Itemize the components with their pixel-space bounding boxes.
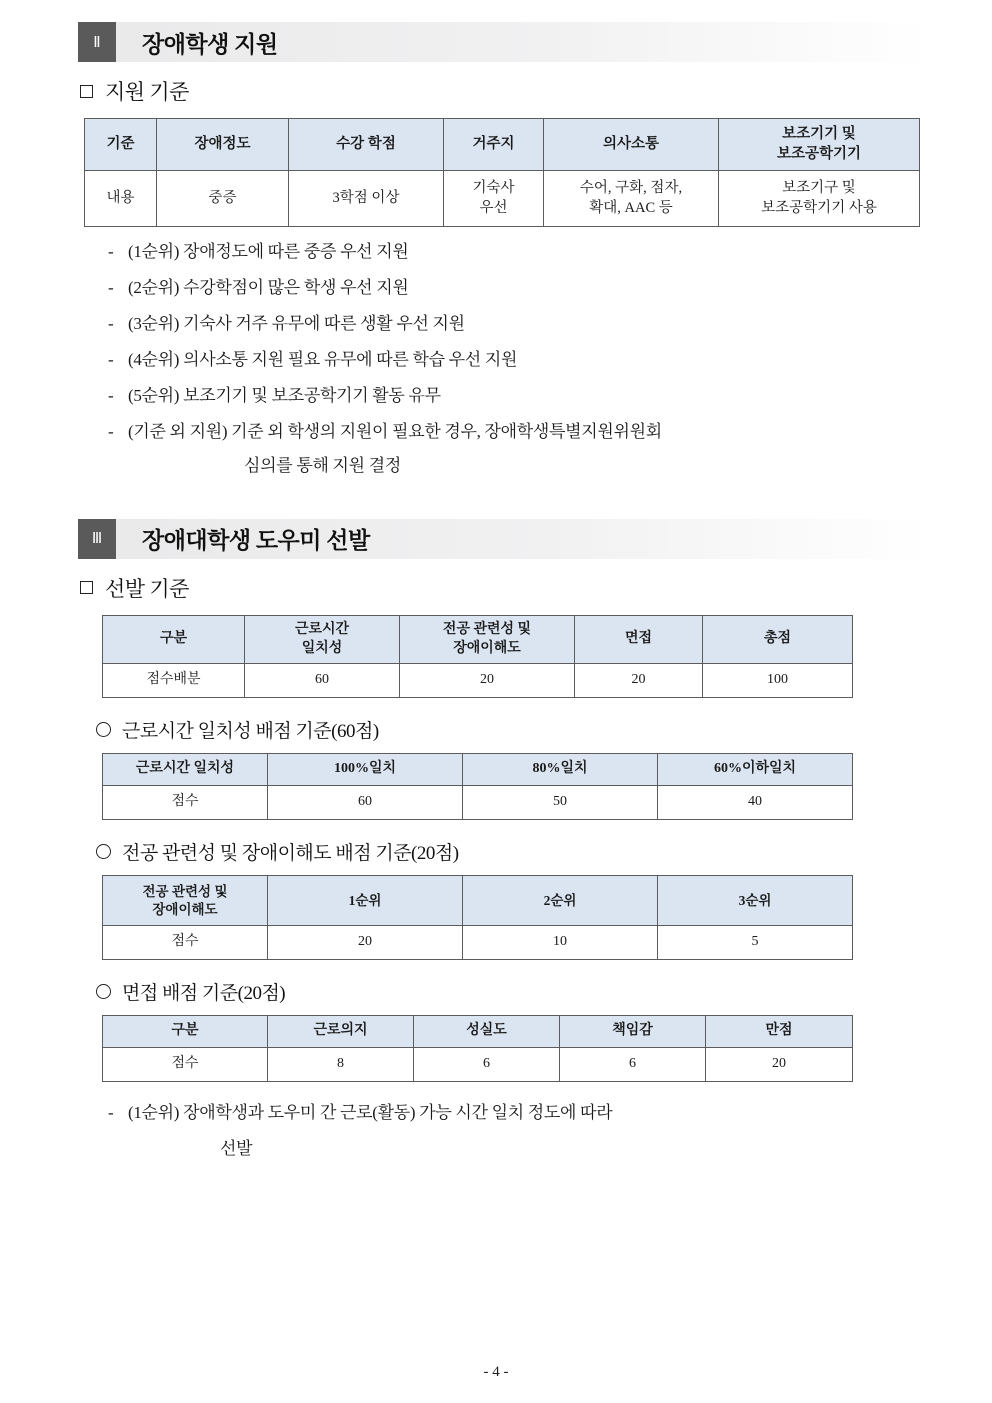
- subheading-label: 지원 기준: [105, 80, 189, 104]
- table-header-cell: 전공 관련성 및 장애이해도: [400, 615, 575, 664]
- table-header-cell: 근로의지: [268, 1016, 414, 1048]
- section-number: Ⅱ: [78, 22, 116, 62]
- table-cell: 50: [463, 786, 658, 820]
- table-cell: 5: [658, 926, 853, 960]
- table-header-cell: 성실도: [414, 1016, 560, 1048]
- circle-bullet-icon: [96, 722, 111, 737]
- square-bullet-icon: [80, 85, 93, 98]
- table-cell: 3학점 이상: [289, 171, 444, 227]
- list-item-text: (5순위) 보조기기 및 보조공학기기 활동 유무: [128, 385, 441, 405]
- heading-label: 전공 관련성 및 장애이해도 배점 기준(20점): [122, 843, 459, 865]
- list-item-continuation: 심의를 통해 지원 결정: [244, 455, 401, 475]
- table-header-cell: 근로시간 일치성: [103, 754, 268, 786]
- heading-label: 근로시간 일치성 배점 기준(60점): [122, 721, 379, 743]
- table-cell: 수어, 구화, 점자, 확대, AAC 등: [544, 171, 719, 227]
- table-row: [103, 786, 853, 820]
- table-header-cell: 근로시간 일치성: [245, 615, 400, 664]
- section-title: 장애학생 지원: [142, 31, 278, 57]
- table-header-cell: 1순위: [268, 876, 463, 926]
- section-number: Ⅲ: [78, 519, 116, 559]
- page-number: - 4 -: [483, 1364, 509, 1380]
- table-cell: 10: [463, 926, 658, 960]
- table-header-cell: 총점: [703, 615, 853, 664]
- table-header-row: [103, 615, 853, 664]
- section-title: 장애대학생 도우미 선발: [142, 528, 370, 554]
- table-header-cell: 장애정도: [157, 119, 289, 171]
- subheading-support-criteria: [78, 76, 932, 106]
- support-notes-list: [108, 241, 932, 476]
- list-item: [108, 1102, 932, 1125]
- support-criteria-table: [84, 118, 920, 227]
- table-header-cell: 보조기기 및 보조공학기기: [719, 119, 920, 171]
- table-cell: 60: [268, 786, 463, 820]
- list-item: [108, 241, 932, 264]
- table-cell: 6: [414, 1048, 560, 1082]
- table-cell: 20: [706, 1048, 853, 1082]
- work-time-score-table: [102, 753, 853, 820]
- table-header-cell: 100%일치: [268, 754, 463, 786]
- table-header-cell: 면접: [575, 615, 703, 664]
- section-header-2: [78, 22, 932, 62]
- table-cell: 기숙사 우선: [444, 171, 544, 227]
- list-item-text: (4순위) 의사소통 지원 필요 유무에 따른 학습 우선 지원: [128, 349, 518, 369]
- table-cell: 20: [400, 664, 575, 698]
- table-header-row: [103, 754, 853, 786]
- section-header-3: [78, 519, 932, 559]
- dash-marker: -: [108, 1103, 114, 1123]
- square-bullet-icon: [80, 581, 93, 594]
- dash-marker: -: [108, 313, 114, 333]
- table-header-cell: 기준: [85, 119, 157, 171]
- list-item-text: (1순위) 장애정도에 따른 중증 우선 지원: [128, 242, 409, 261]
- heading-major-relevance-score: [96, 838, 932, 865]
- list-item-text: (1순위) 장애학생과 도우미 간 근로(활동) 가능 시간 일치 정도에 따라: [128, 1103, 613, 1123]
- dash-marker: -: [108, 277, 114, 297]
- heading-label: 면접 배점 기준(20점): [122, 983, 286, 1005]
- table-row: [103, 926, 853, 960]
- table-cell: 중증: [157, 171, 289, 227]
- circle-bullet-icon: [96, 984, 111, 999]
- table-cell: 60: [245, 664, 400, 698]
- selection-score-table: [102, 615, 853, 699]
- table-row: [85, 171, 920, 227]
- subheading-selection-criteria: [78, 573, 932, 603]
- table-header-cell: 전공 관련성 및 장애이해도: [103, 876, 268, 926]
- table-header-row: [85, 119, 920, 171]
- circle-bullet-icon: [96, 844, 111, 859]
- table-header-cell: 수강 학점: [289, 119, 444, 171]
- list-item: [108, 421, 932, 444]
- table-header-cell: 구분: [103, 1016, 268, 1048]
- table-cell: 내용: [85, 171, 157, 227]
- dash-marker: -: [108, 385, 114, 405]
- table-cell: 8: [268, 1048, 414, 1082]
- interview-score-table: [102, 1015, 853, 1082]
- table-header-cell: 80%일치: [463, 754, 658, 786]
- table-header-cell: 거주지: [444, 119, 544, 171]
- dash-marker: -: [108, 349, 114, 369]
- table-cell: 6: [560, 1048, 706, 1082]
- list-item: [108, 313, 932, 336]
- table-cell: 점수: [103, 786, 268, 820]
- table-header-cell: 의사소통: [544, 119, 719, 171]
- table-cell: 보조기구 및 보조공학기기 사용: [719, 171, 920, 227]
- table-row: [103, 1048, 853, 1082]
- table-header-row: [103, 876, 853, 926]
- table-cell: 점수: [103, 926, 268, 960]
- list-item: [108, 277, 932, 300]
- table-header-cell: 구분: [103, 615, 245, 664]
- list-item-text: (기준 외 지원) 기준 외 학생의 지원이 필요한 경우, 장애학생특별지원위원회: [128, 421, 662, 441]
- table-cell: 점수: [103, 1048, 268, 1082]
- table-cell: 점수배분: [103, 664, 245, 698]
- dash-marker: -: [108, 421, 114, 441]
- table-header-row: [103, 1016, 853, 1048]
- heading-interview-score: [96, 978, 932, 1005]
- list-item-text: (3순위) 기숙사 거주 유무에 따른 생활 우선 지원: [128, 313, 465, 333]
- list-item: [108, 349, 932, 372]
- list-item: [108, 385, 932, 408]
- list-item-text: (2순위) 수강학점이 많은 학생 우선 지원: [128, 277, 409, 297]
- table-row: [103, 664, 853, 698]
- major-relevance-score-table: [102, 875, 853, 960]
- table-header-cell: 3순위: [658, 876, 853, 926]
- table-cell: 20: [575, 664, 703, 698]
- heading-work-time-score: [96, 716, 932, 743]
- subheading-label: 선발 기준: [105, 576, 189, 601]
- table-header-cell: 60%이하일치: [658, 754, 853, 786]
- selection-notes-list: [108, 1102, 932, 1159]
- table-cell: 100: [703, 664, 853, 698]
- dash-marker: -: [108, 242, 114, 261]
- table-header-cell: 2순위: [463, 876, 658, 926]
- table-cell: 40: [658, 786, 853, 820]
- list-item-continuation: 선발: [220, 1139, 253, 1159]
- table-cell: 20: [268, 926, 463, 960]
- table-header-cell: 만점: [706, 1016, 853, 1048]
- table-header-cell: 책임감: [560, 1016, 706, 1048]
